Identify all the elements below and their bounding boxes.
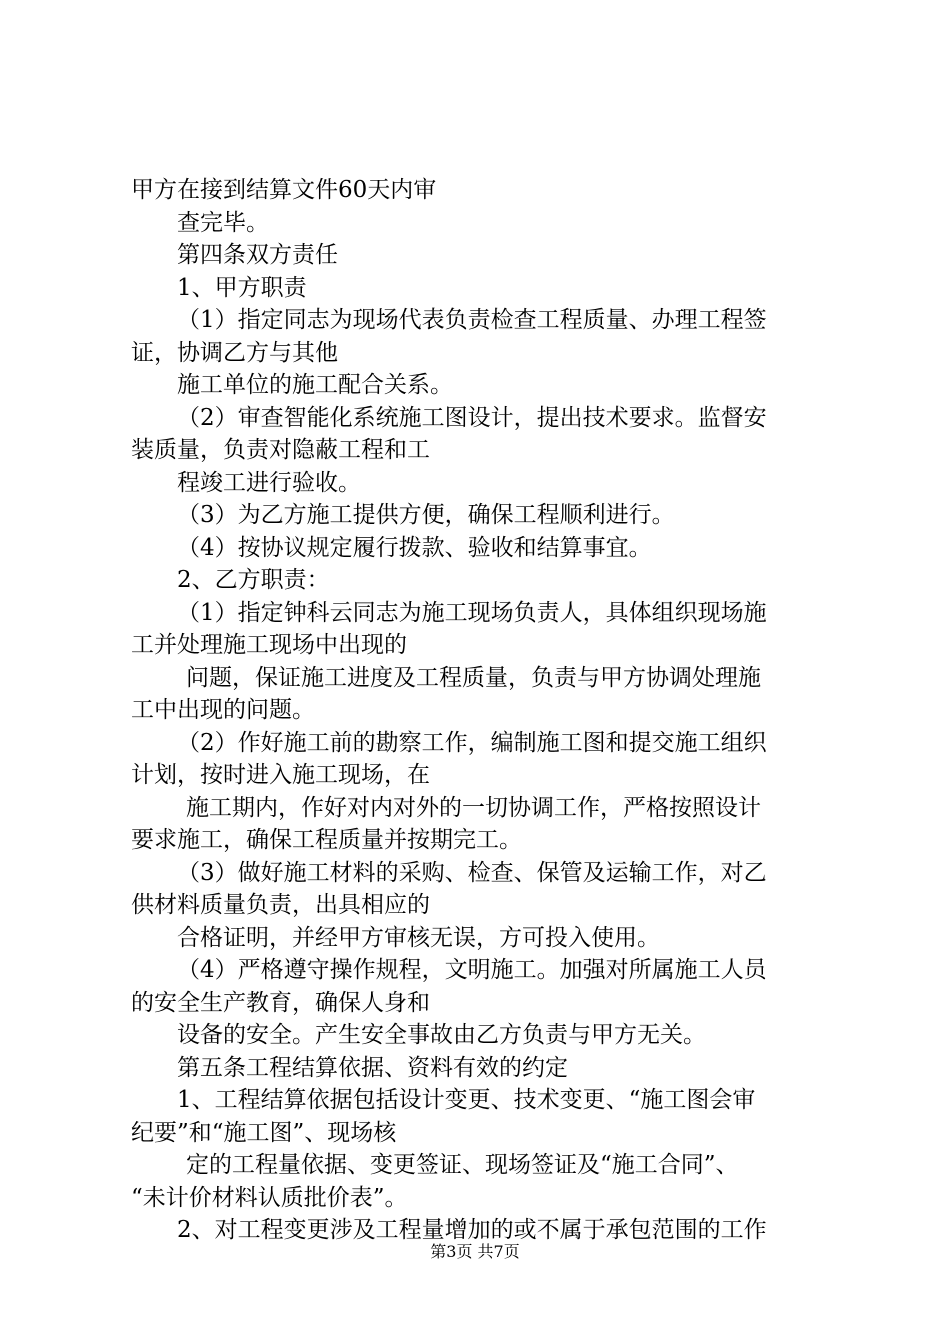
text-line: 纪要”和“施工图”、现场核 xyxy=(131,1119,397,1146)
text-line: （4）严格遵守操作规程，文明施工。加强对所属施工人员 xyxy=(177,957,767,983)
page-footer: 第3页 共7页 xyxy=(430,1242,520,1261)
text-line: 工并处理施工现场中出现的 xyxy=(131,632,407,658)
text-line: 供材料质量负责，出具相应的 xyxy=(131,892,430,918)
text-line: 施工单位的施工配合关系。 xyxy=(177,372,453,398)
text-line: 程竣工进行验收。 xyxy=(177,469,361,496)
text-line: （3）做好施工材料的采购、检查、保管及运输工作，对乙 xyxy=(177,859,767,886)
text-line: 问题，保证施工进度及工程质量，负责与甲方协调处理施 xyxy=(186,664,761,691)
text-line: 装质量，负责对隐蔽工程和工 xyxy=(131,437,430,463)
text-line: 工中出现的问题。 xyxy=(131,697,315,723)
text-line: 合格证明，并经甲方审核无误，方可投入使用。 xyxy=(177,924,660,951)
text-line: 的安全生产教育，确保人身和 xyxy=(131,989,430,1016)
text-line: 2、对工程变更涉及工程量增加的或不属于承包范围的工作 xyxy=(177,1217,767,1243)
text-line: 1、甲方职责 xyxy=(177,274,307,301)
text-line: 定的工程量依据、变更签证、现场签证及“施工合同”、 xyxy=(186,1152,739,1178)
text-line: （2）作好施工前的勘察工作，编制施工图和提交施工组织 xyxy=(177,729,767,756)
text-line: 计划，按时进入施工现场，在 xyxy=(131,762,430,788)
text-line: “未计价材料认质批价表”。 xyxy=(131,1184,408,1211)
text-line: 2、乙方职责： xyxy=(177,567,330,593)
text-line: 1、工程结算依据包括设计变更、技术变更、“施工图会审 xyxy=(177,1087,756,1113)
text-line: 证，协调乙方与其他 xyxy=(131,339,338,366)
document-body xyxy=(131,174,831,1247)
text-line: 第四条双方责任 xyxy=(177,242,338,268)
text-line: 第五条工程结算依据、资料有效的约定 xyxy=(177,1054,568,1081)
text-line: （3）为乙方施工提供方便，确保工程顺利进行。 xyxy=(177,502,675,528)
text-line: 要求施工，确保工程质量并按期完工。 xyxy=(131,827,522,853)
text-line: （4）按协议规定履行拨款、验收和结算事宜。 xyxy=(177,534,652,561)
text-line: （1）指定同志为现场代表负责检查工程质量、办理工程签 xyxy=(177,307,767,333)
text-line: （1）指定钟科云同志为施工现场负责人，具体组织现场施 xyxy=(177,599,767,626)
text-line: 甲方在接到结算文件60天内审 xyxy=(131,177,437,203)
text-line: 施工期内，作好对内对外的一切协调工作，严格按照设计 xyxy=(186,794,761,821)
text-line: 查完毕。 xyxy=(177,209,269,236)
text-line: （2）审查智能化系统施工图设计，提出技术要求。监督安 xyxy=(177,404,767,431)
text-line: 设备的安全。产生安全事故由乙方负责与甲方无关。 xyxy=(177,1022,706,1048)
